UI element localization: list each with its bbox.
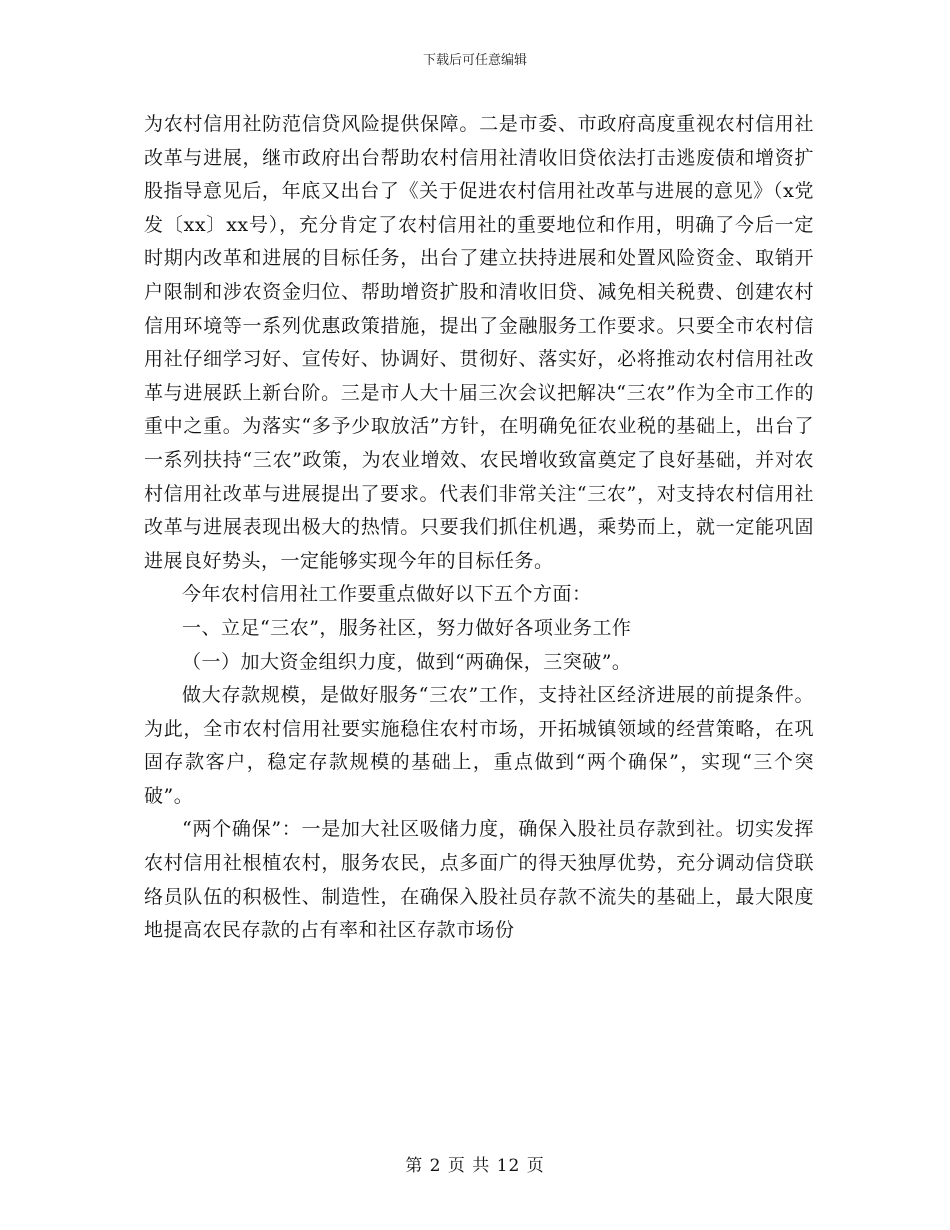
paragraph-continued: 为农村信用社防范信贷风险提供保障。二是市委、市政府高度重视农村信用社改革与进展，继市政府出台帮助农村信用社清收旧贷依法打击逃废债和增资扩股指导意见后，年底又出台了《关于促进农村信用社改革与进展的意见》（x党发〔xx〕xx号），充分肯定了农村信用社的重要地位和作用，明确了今后一定时期内改革和进展的目标任务，出台了建立扶持进展和处置风险资金、取销开户限制和涉农资金归位、帮助增资扩股和清收旧贷、减免相关税费、创建农村信用环境等一系列优惠政策措施，提出了金融服务工作要求。只要全市农村信用社仔细学习好、宣传好、协调好、贯彻好、落实好，必将推动农村信用社改革与进展跃上新台阶。三是市人大十届三次会议把解决“三农”作为全市工作的重中之重。为落实“多予少取放活”方针，在明确免征农业税的基础上，出台了一系列扶持“三农”政策，为农业增效、农民增收致富奠定了良好基础，并对农村信用社改革与进展提出了要求。代表们非常关注“三农”，对支持农村信用社改革与进展表现出极大的热情。只要我们抓住机遇，乘势而上，就一定能巩固进展良好势头，一定能够实现今年的目标任务。 bbox=[144, 113, 814, 572]
page-header-note: 下载后可任意编辑 bbox=[422, 53, 527, 68]
document-body bbox=[144, 108, 814, 948]
paragraph-deposit-scale: 做大存款规模，是做好服务“三农”工作，支持社区经济进展的前提条件。为此，全市农村信用社要实施稳住农村市场，开拓城镇领域的经营策略，在巩固存款客户，稳定存款规模的基础上，重点做到“两个确保”，实现“三个突破”。 bbox=[144, 684, 814, 807]
paragraph-two-ensures: “两个确保”：一是加大社区吸储力度，确保入股社员存款到社。切实发挥农村信用社根植农村，服务农民，点多面广的得天独厚优势，充分调动信贷联络员队伍的积极性、制造性，在确保入股社员存款不流失的基础上，最大限度地提高农民存款的占有率和社区存款市场份 bbox=[144, 818, 814, 942]
paragraph-intro-five-aspects: 今年农村信用社工作要重点做好以下五个方面： bbox=[182, 583, 592, 606]
page-number: 第 2 页 共 12 页 bbox=[405, 1156, 545, 1176]
subsection-heading-1: （一）加大资金组织力度，做到“两确保，三突破”。 bbox=[182, 650, 632, 673]
section-heading-1: 一、立足“三农”，服务社区，努力做好各项业务工作 bbox=[182, 616, 632, 639]
